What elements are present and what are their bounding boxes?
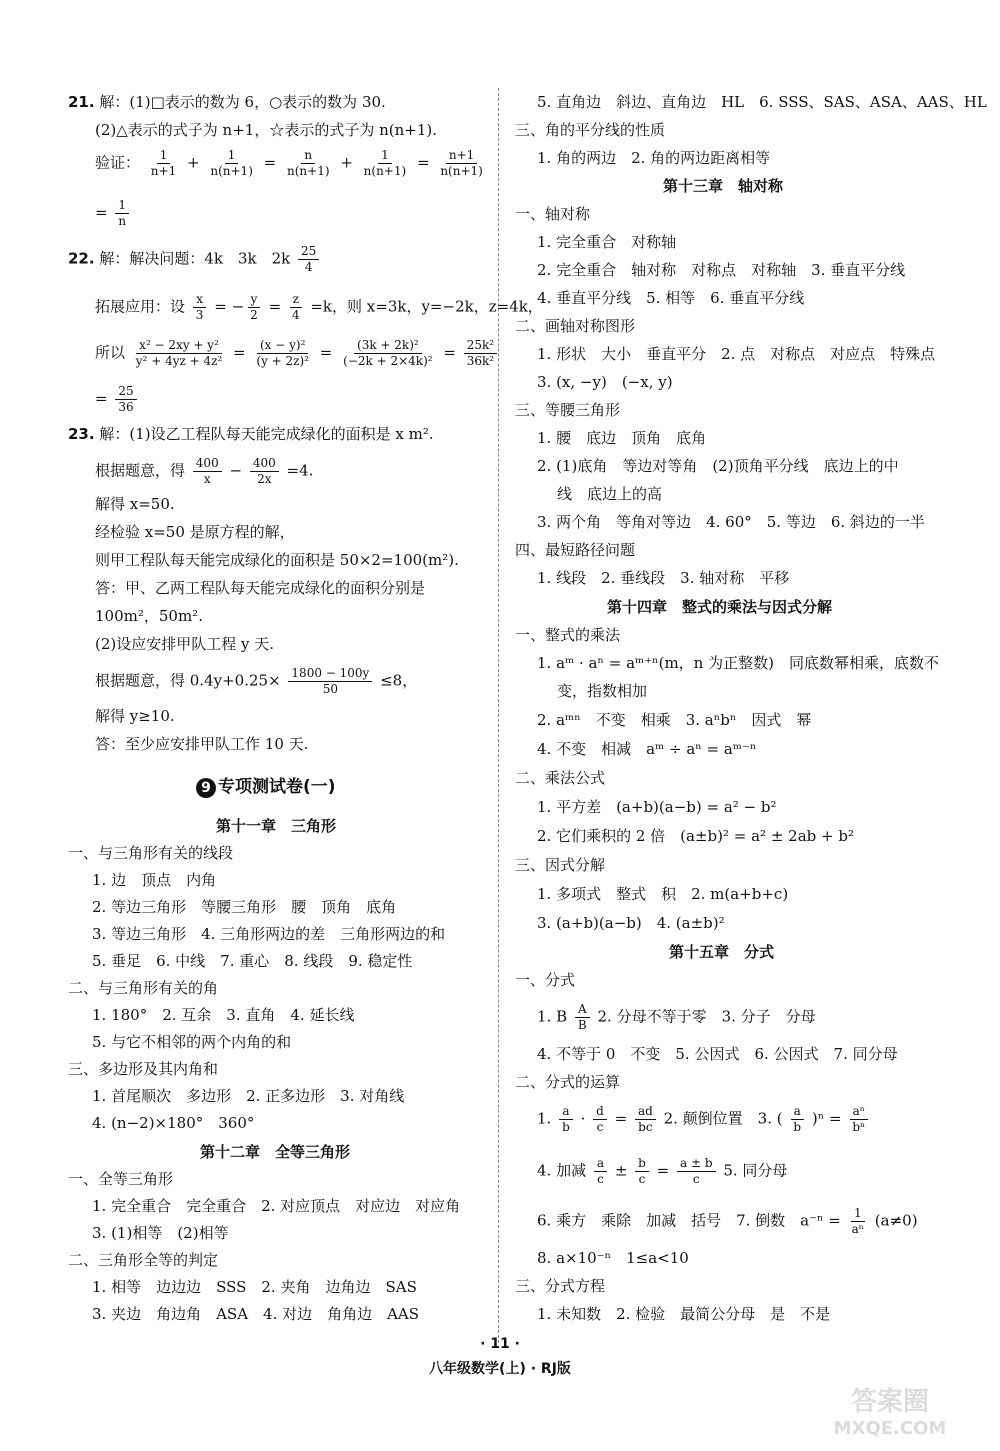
fraction: $\frac{1}{n(n+1)}$ [363, 148, 407, 178]
r-line10: 3. (x, −y) (−x, y) [537, 373, 673, 391]
r-line2: 三、角的平分线的性质 [515, 121, 666, 139]
r-line12: 1. 腰 底边 顶角 底角 [537, 429, 707, 447]
fraction: $\frac{1}{n(n+1)}$ [210, 148, 253, 178]
r-line8: 二、画轴对称图形 [515, 317, 636, 335]
ch11-ans6: 5. 与它不相邻的两个内角的和 [92, 1033, 292, 1051]
r-line19: 1. aᵐ · aⁿ = aᵐ⁺ⁿ(m，n 为正整数) 同底数幂相乘，底数不 [537, 654, 939, 672]
fraction: $\frac{a}{c}$ [594, 1156, 607, 1187]
fraction: $\frac{z}{4}$ [289, 292, 303, 323]
section-number-badge: 9 [196, 778, 216, 798]
r-line21: 2. aᵐⁿ 不变 相乘 3. aⁿbⁿ 因式 幂 [537, 711, 812, 729]
r-line11: 三、等腰三角形 [515, 401, 621, 419]
fraction: $\frac{\text{25k²}}{\text{36k²}}$ [464, 338, 497, 369]
fraction: $\frac{ad}{bc}$ [635, 1104, 656, 1135]
fraction: $\frac{400}{x}$ [193, 456, 222, 487]
r-line6: 2. 完全重合 轴对称 对称点 对称轴 3. 垂直平分线 [537, 261, 906, 279]
ch11-ans8: 4. (n−2)×180° 360° [92, 1114, 255, 1132]
r-line22: 4. 不变 相减 aᵐ ÷ aⁿ = aᵐ⁻ⁿ [537, 740, 757, 758]
r-line13: 2. (1)底角 等边对等角 (2)顶角平分线 底边上的中 [537, 457, 899, 475]
r-line30: 1. B $\frac{A}{B}$ 2. 分母不等于零 3. 分子 分母 [537, 1002, 816, 1032]
fraction: $\frac{a \pm b}{c}$ [677, 1156, 716, 1187]
ch11-ans2: 2. 等边三角形 等腰三角形 腰 顶角 底角 [92, 898, 397, 916]
q22-result: = $\frac{25}{36}$ [95, 384, 140, 415]
chapter-15-title: 第十五章 分式 [669, 943, 775, 961]
ch11-sub3: 三、多边形及其内角和 [68, 1060, 219, 1078]
ch11-ans1: 1. 边 顶点 内角 [92, 871, 217, 889]
fraction: $\frac{n+1}{n(n+1)}$ [440, 148, 483, 178]
q21-line2: (2)△表示的式子为 n+1，☆表示的式子为 n(n+1). [95, 121, 437, 139]
r-line7: 4. 垂直平分线 5. 相等 6. 垂直平分线 [537, 289, 805, 307]
q23-line11: 答：至少应安排甲队工作 10 天. [95, 735, 309, 753]
r-line18: 一、整式的乘法 [515, 626, 621, 644]
fraction: $\frac{400}{2x}$ [250, 456, 279, 487]
r-line38: 1. 未知数 2. 检验 最简公分母 是 不是 [537, 1305, 831, 1323]
q21-result: = $\frac{1}{n}$ [95, 198, 132, 229]
r-line17: 1. 线段 2. 垂线段 3. 轴对称 平移 [537, 569, 790, 587]
q22-line1: 22. 解：解决问题：4k 3k 2k $\frac{25}{4}$ [68, 244, 322, 275]
section-title: 9 专项测试卷(一) [196, 772, 336, 798]
r-line33: 1. $\frac{a}{b}$ · $\frac{d}{c}$ = $\frac{ad}{bc}$ 2. 颠倒位置 3. ( $\frac{a}{b}$ )ⁿ = $\frac{\text{aⁿ}}{\text{bⁿ}}$ [537, 1104, 871, 1135]
watermark-bottom-text: MXQE.COM [833, 1418, 947, 1439]
fraction: $\frac{1}{\text{aⁿ}}$ [851, 1206, 864, 1236]
q21-line1: 21. 解：(1)□表示的数为 6，○表示的数为 30. [68, 93, 386, 111]
watermark-logo [800, 1380, 980, 1440]
r-line34: 4. 加减 $\frac{a}{c}$ ± $\frac{b}{c}$ = $\frac{a \pm b}{c}$ 5. 同分母 [537, 1156, 788, 1186]
r-line23: 二、乘法公式 [515, 769, 606, 787]
page-number: · 11 · [480, 1336, 520, 1352]
r-line31: 4. 不等于 0 不变 5. 公因式 6. 公因式 7. 同分母 [537, 1045, 898, 1063]
fraction: $\frac{a}{b}$ [790, 1104, 804, 1135]
ch12-sub2: 二、三角形全等的判定 [68, 1251, 219, 1269]
r-line3: 1. 角的两边 2. 角的两边距离相等 [537, 149, 771, 167]
r-line32: 二、分式的运算 [515, 1073, 621, 1091]
chapter-12-title: 第十二章 全等三角形 [200, 1143, 351, 1161]
r-line35: 6. 乘方 乘除 加减 括号 7. 倒数 a⁻ⁿ = $\frac{1}{\text{aⁿ}}$ (a≠0) [537, 1206, 918, 1236]
fraction: $\frac{a}{b}$ [559, 1104, 573, 1135]
q22-line2: 拓展应用：设 $\frac{x}{3}$ = − $\frac{y}{2}$ = $\frac{z}{4}$ =k，则 x=3k，y=−2k，z=4k， [95, 292, 543, 322]
q23-line8: (2)设应安排甲队工程 y 天. [95, 635, 275, 653]
fraction: $\frac{\text{(3k + 2k)²}}{\text{(−2k + 2×4k)²}}$ [343, 338, 433, 368]
fraction: $\frac{A}{B}$ [575, 1002, 590, 1033]
q23-line7: 100m²，50m². [95, 607, 203, 625]
fraction: $\frac{1800 - 100y}{50}$ [288, 666, 372, 697]
ch11-ans3: 3. 等边三角形 4. 三角形两边的差 三角形两边的和 [92, 925, 446, 943]
q23-line9: 根据题意，得 0.4y+0.25× $\frac{1800 - 100y}{50}$ ≤8， [95, 666, 418, 696]
r-line16: 四、最短路径问题 [515, 541, 636, 559]
ch12-ans4: 3. 夹边 角边角 ASA 4. 对边 角角边 AAS [92, 1305, 420, 1323]
r-line15: 3. 两个角 等角对等边 4. 60° 5. 等边 6. 斜边的一半 [537, 513, 925, 531]
book-title: 八年级数学(上) · RJ版 [429, 1361, 571, 1377]
ch12-sub1: 一、全等三角形 [68, 1170, 174, 1188]
r-line14: 线 底边上的高 [557, 485, 663, 503]
fraction: $\frac{\text{(x − y)²}}{\text{(y + 2z)²}}$ [256, 338, 309, 368]
r-line29: 一、分式 [515, 971, 576, 989]
fraction: $\frac{n}{n(n+1)}$ [287, 148, 330, 178]
r-line26: 三、因式分解 [515, 856, 606, 874]
q23-line4: 经检验 x=50 是原方程的解， [95, 523, 295, 541]
chapter-11-title: 第十一章 三角形 [216, 817, 337, 835]
r-line28: 3. (a+b)(a−b) 4. (a±b)² [537, 914, 725, 932]
ch11-ans7: 1. 首尾顺次 多边形 2. 正多边形 3. 对角线 [92, 1087, 405, 1105]
fraction: $\frac{\text{aⁿ}}{\text{bⁿ}}$ [849, 1104, 868, 1135]
q23-line5: 则甲工程队每天能完成绿化的面积是 50×2=100(m²). [95, 551, 459, 569]
chapter-14-title: 第十四章 整式的乘法与因式分解 [607, 598, 833, 616]
watermark-top-text: 答案圈 [850, 1387, 930, 1417]
ch11-ans4: 5. 垂足 6. 中线 7. 重心 8. 线段 9. 稳定性 [92, 952, 413, 970]
r-line9: 1. 形状 大小 垂直平分 2. 点 对称点 对应点 特殊点 [537, 345, 936, 363]
ch11-ans5: 1. 180° 2. 互余 3. 直角 4. 延长线 [92, 1006, 355, 1024]
fraction: $\frac{y}{2}$ [247, 292, 261, 323]
fraction: $\frac{1}{n+1}$ [150, 148, 177, 178]
fraction: $\frac{25}{4}$ [298, 244, 319, 275]
q22-line3: 所以 $\frac{\text{x² − 2xy + y²}}{\text{y² + 4yz + 4z²}}$ = $\frac{\text{(x − y)²}}{\text{(y + 2z)²}}$ = $\frac{\text{(3k + 2k)²}}{\text{(−2k + 2×4k)²}}$ = $\frac{\text{25k²}}{\text{36k²}}$ [95, 338, 500, 369]
ch11-sub2: 二、与三角形有关的角 [68, 979, 219, 997]
ch12-ans3: 1. 相等 边边边 SSS 2. 夹角 边角边 SAS [92, 1278, 417, 1296]
r-line36: 8. a×10⁻ⁿ 1≤a<10 [537, 1249, 689, 1267]
r-line20: 变，指数相加 [557, 682, 648, 700]
r-line25: 2. 它们乘积的 2 倍 (a±b)² = a² ± 2ab + b² [537, 827, 854, 845]
q23-line1: 23. 解：(1)设乙工程队每天能完成绿化的面积是 x m². [68, 425, 434, 443]
fraction: $\frac{d}{c}$ [593, 1104, 607, 1135]
q23-line2: 根据题意，得 $\frac{400}{x}$ − $\frac{400}{2x}$ =4. [95, 456, 314, 486]
fraction: $\frac{25}{36}$ [115, 384, 136, 415]
q23-line3: 解得 x=50. [95, 495, 175, 513]
fraction: $\frac{1}{n}$ [115, 198, 129, 229]
chapter-13-title: 第十三章 轴对称 [663, 177, 784, 195]
ch12-ans1: 1. 完全重合 完全重合 2. 对应顶点 对应边 对应角 [92, 1197, 461, 1215]
ch12-ans2: 3. (1)相等 (2)相等 [92, 1224, 229, 1242]
r-line1: 5. 直角边 斜边、直角边 HL 6. SSS、SAS、ASA、AAS、HL [537, 93, 987, 111]
r-line37: 三、分式方程 [515, 1277, 606, 1295]
q23-line10: 解得 y≥10. [95, 707, 175, 725]
r-line24: 1. 平方差 (a+b)(a−b) = a² − b² [537, 798, 777, 816]
fraction: $\frac{x}{3}$ [193, 292, 207, 323]
column-divider [498, 88, 499, 1343]
r-line4: 一、轴对称 [515, 205, 591, 223]
ch11-sub1: 一、与三角形有关的线段 [68, 844, 234, 862]
r-line27: 1. 多项式 整式 积 2. m(a+b+c) [537, 885, 789, 903]
fraction: $\frac{b}{c}$ [635, 1156, 649, 1187]
r-line5: 1. 完全重合 对称轴 [537, 233, 677, 251]
q21-verify: 验证： $\frac{1}{n+1}$ + $\frac{1}{n(n+1)}$ = $\frac{n}{n(n+1)}$ + $\frac{1}{n(n+1)}$ = $\frac{n+1}{n(n+1)}$ [95, 148, 489, 179]
fraction: $\frac{\text{x² − 2xy + y²}}{\text{y² + 4yz + 4z²}}$ [135, 338, 223, 368]
q23-line6: 答：甲、乙两工程队每天能完成绿化的面积分别是 [95, 579, 426, 597]
